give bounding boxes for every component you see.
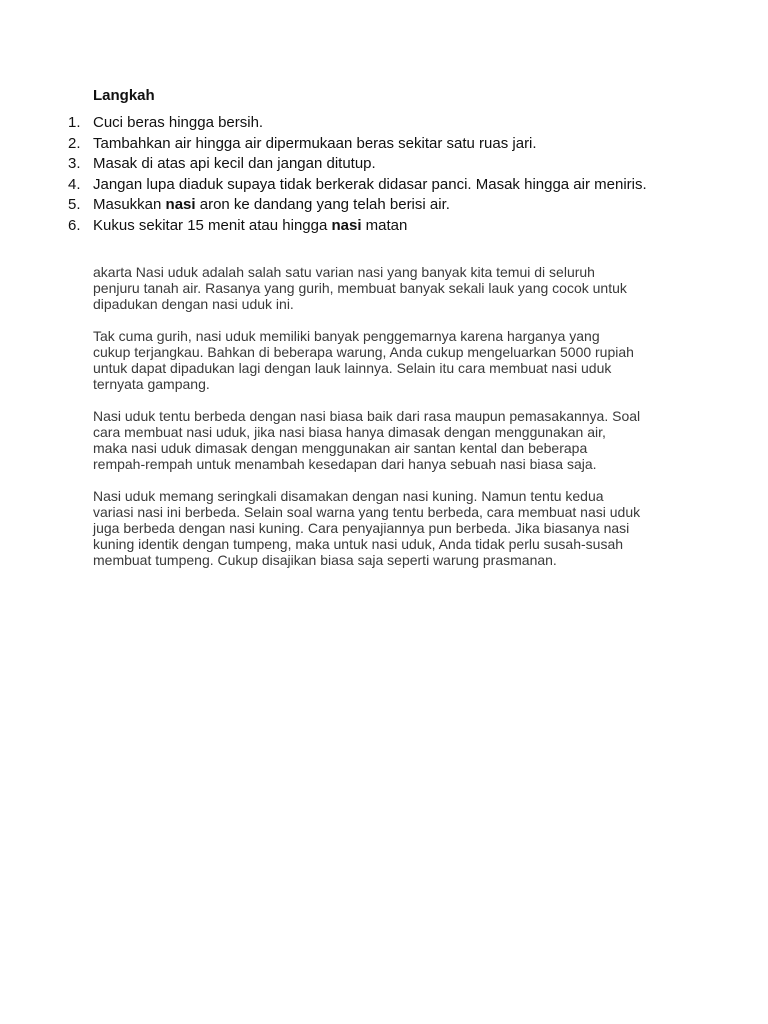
step-number: 2. [68, 134, 81, 152]
step-text: Tambahkan air hingga air dipermukaan beras sekitar satu ruas jari. [93, 134, 537, 152]
paragraph-1: akarta Nasi uduk adalah salah satu varian nasi yang banyak kita temui di seluruh penjuru tanah air. Rasanya yang gurih, membuat banyak sekali lauk yang cocok untuk dipadukan dengan nasi uduk ini. [93, 264, 627, 312]
step-number: 3. [68, 155, 81, 172]
step-number: 4. [68, 175, 81, 193]
section-heading: Langkah [93, 87, 155, 104]
paragraph-2: Tak cuma gurih, nasi uduk memiliki banyak penggemarnya karena harganya yang cukup terjangkau. Bahkan di beberapa warung, Anda cukup mengeluarkan 5000 rupiah untuk dapat dipadukan lagi dengan lauk lainnya. Selain itu cara membuat nasi uduk ternyata gampang. [93, 328, 634, 392]
step-text: Masak di atas api kecil dan jangan ditutup. [93, 155, 376, 172]
step-text: Jangan lupa diaduk supaya tidak berkerak didasar panci. Masak hingga air meniris. [93, 175, 647, 193]
article-body [93, 264, 693, 584]
step-text: Kukus sekitar 15 menit atau hingga nasi matan [93, 216, 408, 234]
step-number: 5. [68, 196, 81, 213]
step-number: 1. [68, 114, 81, 131]
paragraph-3: Nasi uduk tentu berbeda dengan nasi biasa baik dari rasa maupun pemasakannya. Soal cara membuat nasi uduk, jika nasi biasa hanya dimasak dengan menggunakan air, maka nasi uduk dimasak dengan menggunakan air santan kental dan beberapa rempah-rempah untuk menambah kesedapan dari hanya sebuah nasi biasa saja. [93, 408, 641, 472]
step-number: 6. [68, 216, 81, 234]
paragraph-4: Nasi uduk memang seringkali disamakan dengan nasi kuning. Namun tentu kedua variasi nasi ini berbeda. Selain soal warna yang tentu berbeda, cara membuat nasi uduk juga berbeda dengan nasi kuning. Cara penyajiannya pun berbeda. Jika biasanya nasi kuning identik dengan tumpeng, maka untuk nasi uduk, Anda tidak perlu susah-susah membuat tumpeng. Cukup disajikan biasa saja seperti warung prasmanan. [93, 488, 641, 568]
step-text: Cuci beras hingga bersih. [93, 114, 264, 131]
step-text: Masukkan nasi aron ke dandang yang telah berisi air. [93, 196, 450, 213]
